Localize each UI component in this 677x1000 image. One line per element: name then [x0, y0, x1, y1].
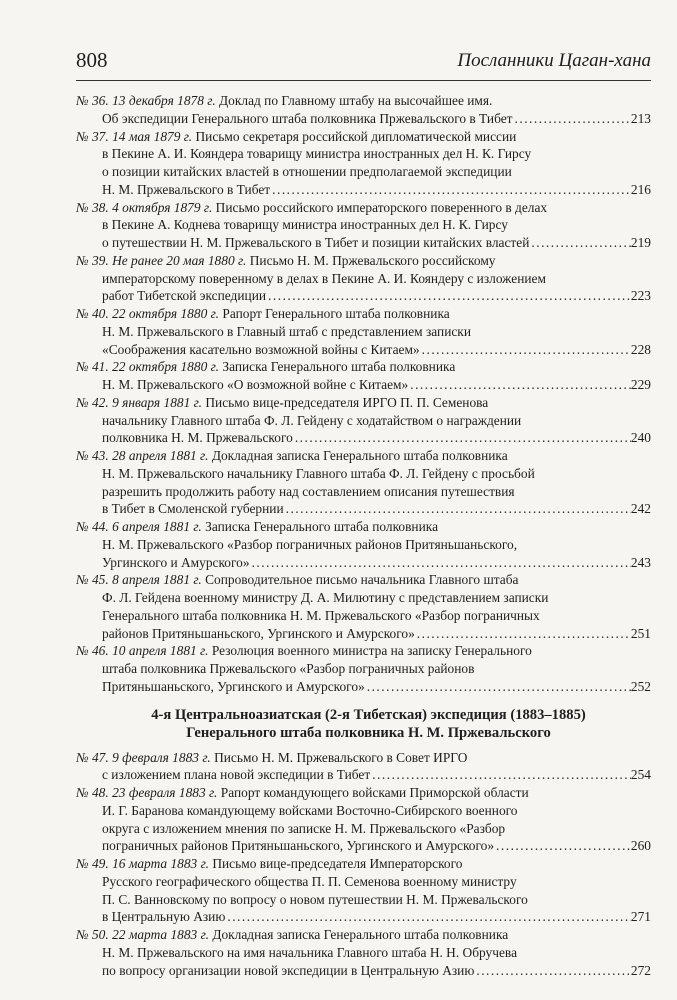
entry-page-number: 243	[630, 554, 651, 570]
entry-number: № 37.	[76, 128, 109, 144]
toc-entry-line	[76, 837, 651, 855]
entry-text: с изложением плана новой экспедиции в Тибет	[102, 767, 371, 783]
toc-entry	[76, 92, 651, 128]
entry-text: работ Тибетской экспедиции	[102, 288, 267, 304]
entry-number: № 50.	[76, 927, 109, 942]
entry-text: Рапорт командующего войсками Приморской области	[220, 785, 529, 800]
dot-leader	[266, 287, 631, 305]
toc-entry-line	[76, 216, 651, 234]
entry-page-number: 260	[630, 838, 651, 854]
toc-entry-text-wrap	[102, 341, 420, 359]
toc-entry-line	[76, 678, 651, 696]
toc-entry-line	[76, 926, 651, 944]
entry-text: по вопросу организации новой экспедиции в Центральную Азию	[102, 962, 475, 978]
entry-page-number: 213	[630, 110, 651, 126]
entry-text: в Тибет в Смоленской губернии	[102, 501, 284, 517]
toc-entry-text-wrap	[102, 908, 225, 926]
entry-number: № 48.	[76, 785, 109, 800]
entry-text: И. Г. Баранова командующему войсками Восточно-Сибирского военного	[102, 802, 518, 818]
entry-date: Не ранее 20 мая 1880 г.	[112, 252, 247, 268]
toc-entry	[76, 926, 651, 979]
dot-leader	[494, 837, 631, 855]
dot-leader	[293, 429, 631, 447]
page-number: 808	[76, 48, 108, 72]
entry-page-number: 223	[630, 288, 651, 304]
entries-before-section	[76, 92, 651, 696]
entry-text: Притяньшаньского, Ургинского и Амурского»	[102, 678, 365, 694]
entry-page-number: 242	[630, 501, 651, 517]
entry-number: № 44.	[76, 519, 109, 534]
entry-text: Н. М. Пржевальского начальнику Главного штаба Ф. Л. Гейдену с просьбой	[102, 465, 535, 481]
entry-text: Резолюция военного министра на записку Генерального	[211, 643, 532, 659]
section-heading-line-2: Генерального штаба полковника Н. М. Пржевальского	[186, 724, 551, 741]
toc-entry-text-wrap	[102, 962, 474, 980]
toc-entry-line	[76, 536, 651, 554]
entry-number: № 36.	[76, 93, 109, 108]
toc-entry-line	[76, 571, 651, 589]
toc-entry-line	[76, 199, 651, 217]
entry-date: 22 октября 1880 г.	[112, 306, 220, 321]
toc-entry-line	[76, 766, 651, 784]
entry-number: № 42.	[76, 394, 109, 410]
toc-entry-line	[76, 252, 651, 270]
toc-entry-line	[76, 163, 651, 181]
entry-page-number: 272	[630, 962, 651, 978]
entry-text: Письмо Н. М. Пржевальского российскому	[249, 252, 496, 268]
entry-page-number: 228	[630, 341, 651, 357]
toc-entry-line	[76, 447, 651, 465]
entry-text: начальнику Главного штаба Ф. Л. Гейдену с ходатайством о награждении	[102, 412, 522, 428]
entry-text: разрешить продолжить работу над составлением описания путешествия	[102, 483, 515, 499]
toc-entry-text-wrap	[102, 110, 513, 128]
toc-entry	[76, 518, 651, 571]
toc-entry-line	[76, 145, 651, 163]
toc-entry-line	[76, 873, 651, 891]
entry-text: пограничных районов Притяньшаньского, Ургинского и Амурского»	[102, 838, 495, 854]
toc-entry-text-wrap	[102, 554, 250, 572]
entry-date: 6 апреля 1881 г.	[112, 519, 202, 534]
entry-page-number: 251	[630, 625, 651, 641]
dot-leader	[370, 766, 631, 784]
entry-text: Об экспедиции Генерального штаба полковника Пржевальского в Тибет	[102, 110, 513, 126]
dot-leader	[415, 625, 631, 643]
dot-leader	[250, 554, 631, 572]
toc-entry	[76, 571, 651, 642]
entry-text: в Пекине А. Коднева товарищу министра иностранных дел Н. К. Гирсу	[102, 217, 508, 233]
entry-date: 14 мая 1879 г.	[112, 128, 193, 144]
dot-leader	[420, 341, 631, 359]
entry-text: «Соображения касательно возможной войны с Китаем»	[102, 341, 420, 357]
entry-number: № 40.	[76, 306, 109, 321]
toc-entry-text-wrap	[102, 429, 293, 447]
toc-entry-text-wrap	[102, 181, 270, 199]
table-of-contents	[76, 92, 651, 979]
toc-entry-text-wrap	[102, 500, 284, 518]
toc-entry-line	[76, 820, 651, 838]
entry-number: № 49.	[76, 856, 109, 871]
toc-entry	[76, 642, 651, 695]
toc-entry	[76, 252, 651, 305]
entry-text: Письмо Н. М. Пржевальского в Совет ИРГО	[214, 749, 468, 765]
toc-entry-text-wrap	[102, 766, 370, 784]
entry-text: императорскому поверенному в делах в Пекине А. И. Кояндеру с изложением	[102, 270, 546, 286]
entry-number: № 43.	[76, 448, 109, 463]
running-title: Посланники Цаган-хана	[457, 50, 651, 71]
toc-entry-line	[76, 784, 651, 802]
entry-text: в Центральную Азию	[102, 909, 226, 925]
entry-text: П. С. Ванновскому по вопросу о новом путешествии Н. М. Пржевальского	[102, 891, 528, 907]
toc-entry-line	[76, 483, 651, 501]
toc-entry-line	[76, 181, 651, 199]
toc-entry	[76, 784, 651, 855]
entry-text: полковника Н. М. Пржевальского	[102, 430, 293, 446]
toc-entry-line	[76, 855, 651, 873]
entry-date: 9 февраля 1883 г.	[112, 749, 211, 765]
toc-entry-line	[76, 802, 651, 820]
dot-leader	[474, 962, 631, 980]
toc-entry	[76, 305, 651, 358]
entry-number: № 47.	[76, 749, 109, 765]
toc-entry-line	[76, 287, 651, 305]
toc-entry-text-wrap	[102, 376, 408, 394]
entry-page-number: 254	[630, 767, 651, 783]
entry-number: № 45.	[76, 572, 109, 588]
entry-text: Ф. Л. Гейдена военному министру Д. А. Милютину с представлением записки	[102, 590, 549, 605]
entry-date: 23 февраля 1883 г.	[112, 785, 218, 800]
entry-text: Письмо российского императорского поверенного в делах	[215, 199, 548, 215]
toc-entry-line	[76, 891, 651, 909]
dot-leader	[284, 500, 631, 518]
toc-entry-line	[76, 944, 651, 962]
toc-entry-line	[76, 92, 651, 110]
entry-date: 22 октября 1880 г.	[112, 359, 220, 375]
toc-entry-line	[76, 270, 651, 288]
toc-entry-line	[76, 323, 651, 341]
entry-text: штаба полковника Пржевальского «Разбор пограничных районов	[102, 661, 475, 676]
toc-entry-text-wrap	[102, 625, 415, 643]
entry-date: 10 апреля 1881 г.	[112, 643, 209, 659]
entry-number: № 46.	[76, 643, 109, 659]
entry-text: районов Притяньшаньского, Ургинского и Амурского»	[102, 625, 415, 641]
toc-entry-text-wrap	[102, 234, 529, 252]
toc-entry-line	[76, 412, 651, 430]
entry-text: о путешествии Н. М. Пржевальского в Тибет и позиции китайских властей	[102, 235, 530, 250]
entry-date: 22 марта 1883 г.	[112, 927, 209, 942]
dot-leader	[365, 678, 631, 696]
section-heading-line-1: 4-я Центральноазиатская (2-я Тибетская) экспедиция (1883–1885)	[151, 706, 586, 723]
entry-date: 13 декабря 1878 г.	[112, 93, 216, 108]
entry-date: 16 марта 1883 г.	[112, 856, 209, 871]
toc-entry-text-wrap	[102, 678, 365, 696]
entry-text: Докладная записка Генерального штаба полковника	[211, 448, 508, 463]
dot-leader	[225, 908, 631, 926]
toc-entry	[76, 199, 651, 252]
toc-entry	[76, 447, 651, 518]
entry-text: Письмо вице-председателя ИРГО П. П. Семенова	[205, 394, 489, 410]
entry-number: № 38.	[76, 199, 109, 215]
toc-entry-line	[76, 394, 651, 412]
entry-page-number: 216	[630, 181, 651, 197]
toc-entry	[76, 128, 651, 199]
toc-entry-line	[76, 660, 651, 678]
entry-page-number: 271	[630, 909, 651, 925]
dot-leader	[408, 376, 631, 394]
toc-entry-text-wrap	[102, 837, 494, 855]
entry-text: Русского географического общества П. П. Семенова военному министру	[102, 873, 517, 889]
toc-entry-line	[76, 358, 651, 376]
dot-leader	[529, 234, 631, 252]
toc-entry-line	[76, 341, 651, 359]
toc-entry-text-wrap	[102, 287, 266, 305]
toc-entry-line	[76, 234, 651, 252]
toc-entry-line	[76, 429, 651, 447]
entry-text: Ургинского и Амурского»	[102, 554, 250, 570]
entry-text: Письмо вице-председателя Императорского	[212, 856, 463, 871]
entry-page-number: 252	[630, 678, 651, 694]
entry-text: в Пекине А. И. Кояндера товарищу министра иностранных дел Н. К. Гирсу	[102, 146, 532, 162]
entry-text: Н. М. Пржевальского в Главный штаб с представлением записки	[102, 323, 471, 339]
entry-number: № 41.	[76, 359, 109, 375]
toc-entry	[76, 749, 651, 785]
toc-entry-line	[76, 518, 651, 536]
toc-entry-line	[76, 110, 651, 128]
section-heading	[76, 706, 651, 742]
dot-leader	[513, 110, 631, 128]
dot-leader	[270, 181, 631, 199]
toc-entry-line	[76, 642, 651, 660]
entries-after-section	[76, 749, 651, 980]
entry-page-number: 240	[630, 430, 651, 446]
page-header	[76, 46, 651, 81]
toc-entry-line	[76, 305, 651, 323]
toc-entry-line	[76, 465, 651, 483]
toc-entry-line	[76, 749, 651, 767]
toc-entry	[76, 394, 651, 447]
entry-text: Генерального штаба полковника Н. М. Пржевальского «Разбор пограничных	[102, 607, 540, 623]
toc-entry-line	[76, 376, 651, 394]
entry-text: Н. М. Пржевальского «О возможной войне с Китаем»	[102, 377, 409, 392]
entry-date: 9 января 1881 г.	[112, 394, 203, 410]
toc-entry-line	[76, 962, 651, 980]
toc-entry	[76, 855, 651, 926]
entry-date: 4 октября 1879 г.	[112, 199, 213, 215]
entry-text: Рапорт Генерального штаба полковника	[222, 306, 450, 321]
entry-text: Письмо секретаря российской дипломатической миссии	[195, 128, 517, 144]
entry-text: Докладная записка Генерального штаба полковника	[212, 927, 509, 942]
entry-text: округа с изложением мнения по записке Н. М. Пржевальского «Разбор	[102, 820, 506, 836]
entry-number: № 39.	[76, 252, 109, 268]
entry-page-number: 219	[630, 235, 651, 250]
toc-entry-line	[76, 500, 651, 518]
entry-page-number: 229	[630, 377, 651, 392]
toc-entry-line	[76, 128, 651, 146]
entry-text: Записка Генерального штаба полковника	[222, 359, 456, 375]
toc-entry-line	[76, 554, 651, 572]
entry-text: Записка Генерального штаба полковника	[205, 519, 439, 534]
entry-text: Н. М. Пржевальского на имя начальника Главного штаба Н. Н. Обручева	[102, 944, 518, 960]
entry-text: о позиции китайских властей в отношении предполагаемой экспедиции	[102, 164, 512, 179]
entry-text: Доклад по Главному штабу на высочайшее имя.	[219, 93, 493, 108]
toc-entry-line	[76, 625, 651, 643]
toc-entry-line	[76, 607, 651, 625]
entry-text: Сопроводительное письмо начальника Главного штаба	[205, 572, 519, 588]
entry-text: Н. М. Пржевальского «Разбор пограничных районов Притяньшаньского,	[102, 536, 518, 552]
entry-date: 8 апреля 1881 г.	[112, 572, 202, 588]
toc-entry-line	[76, 908, 651, 926]
toc-entry-line	[76, 589, 651, 607]
entry-text: Н. М. Пржевальского в Тибет	[102, 181, 271, 197]
toc-entry	[76, 358, 651, 394]
entry-date: 28 апреля 1881 г.	[112, 448, 209, 463]
